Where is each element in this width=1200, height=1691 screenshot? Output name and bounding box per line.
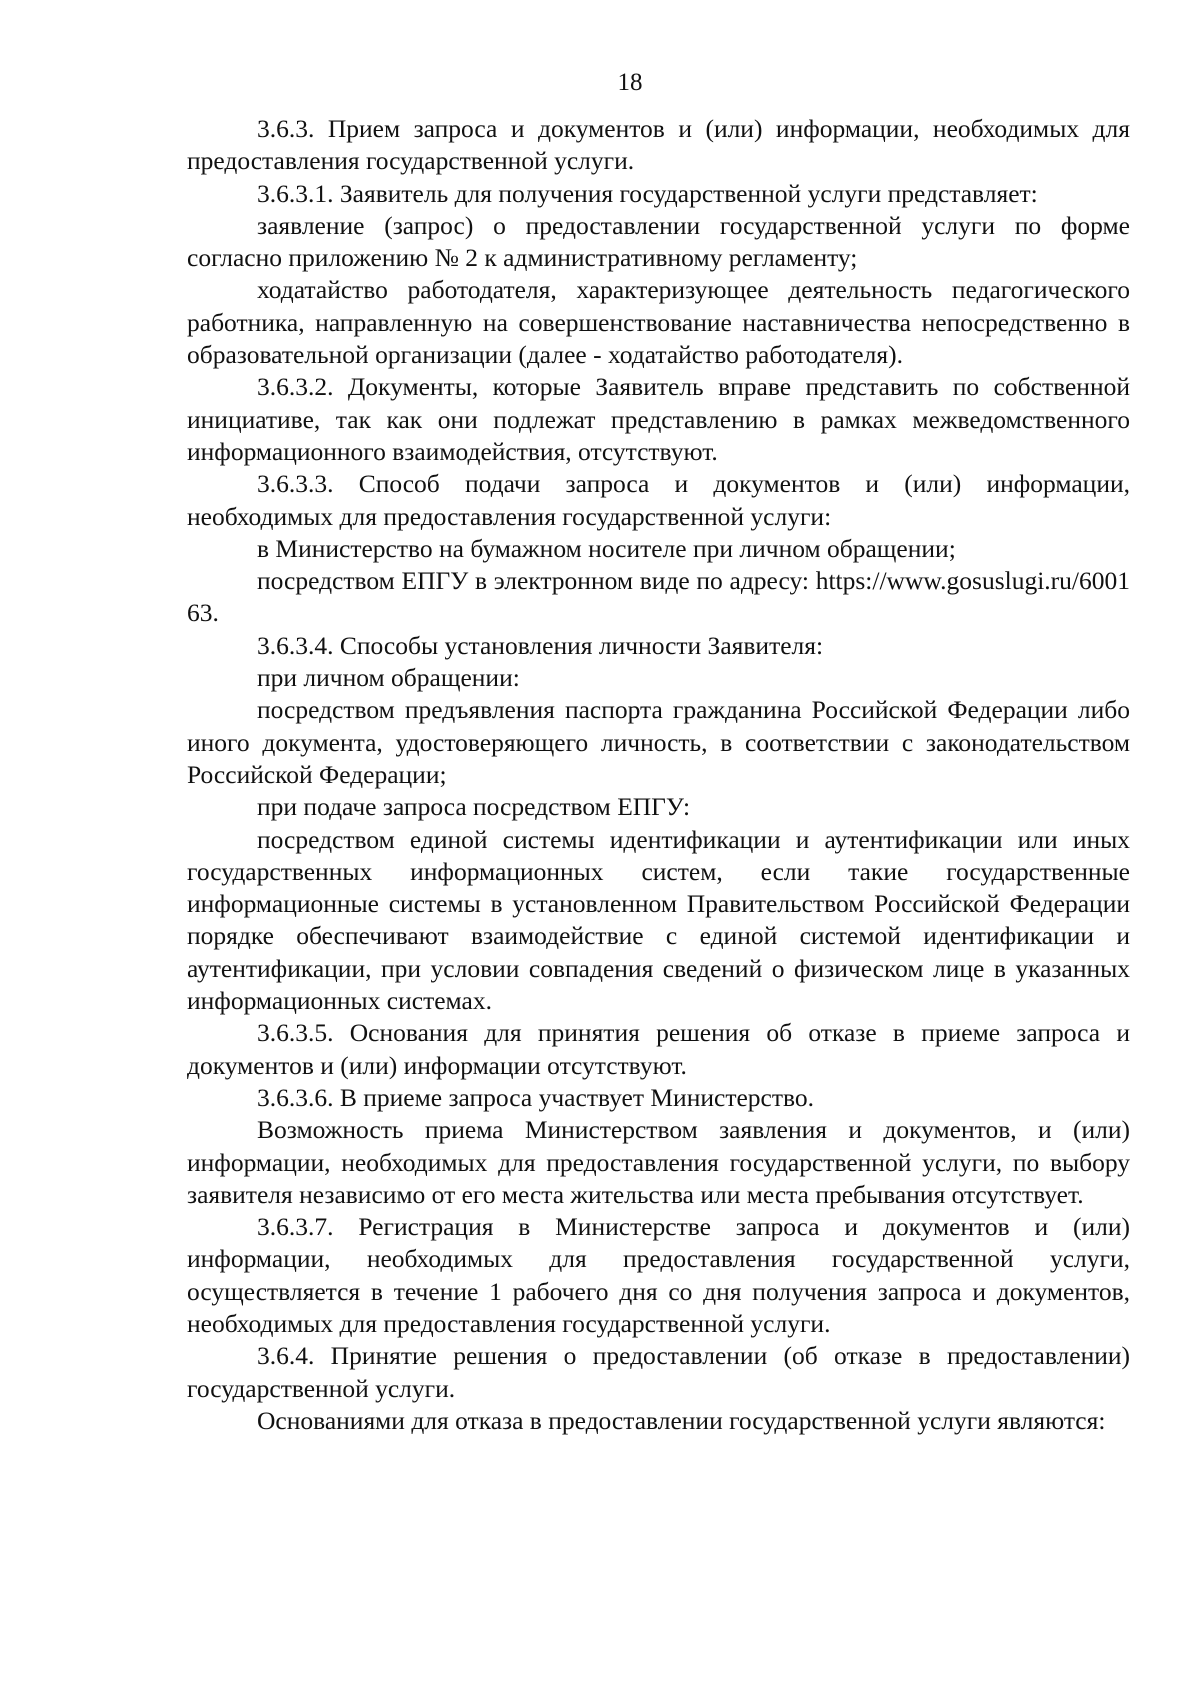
list-item-esia: посредством единой системы идентификации и аутентификации или иных государственных информационных систем, если такие государственные информационные системы в установленном Правительством Российской Федерации порядке обеспечивают взаимодействие с единой системой идентификации и аутентификации, при условии совпадения сведений о физическом лице в указанных информационных системах.: [187, 824, 1130, 1016]
paragraph-3-6-3-4: 3.6.3.4. Способы установления личности Заявителя:: [257, 630, 824, 660]
document-body: [187, 113, 1130, 1437]
list-item-epgu-request: при подаче запроса посредством ЕПГУ:: [257, 792, 691, 822]
list-item-employer-petition: ходатайство работодателя, характеризующее деятельность педагогического работника, направленную на совершенствование наставничества непосредственно в образовательной организации (далее - ходатайство работодателя).: [187, 275, 1130, 370]
page-number: 18: [617, 69, 643, 96]
paragraph-refusal-grounds: Основаниями для отказа в предоставлении государственной услуги являются:: [257, 1405, 1106, 1435]
list-item-passport: посредством предъявления паспорта гражданина Российской Федерации либо иного документа, удостоверяющего личность, в соответствии с законодательством Российской Федерации;: [187, 695, 1130, 789]
list-item-personal-visit: при личном обращении:: [257, 663, 520, 693]
paragraph-3-6-3-1: 3.6.3.1. Заявитель для получения государственной услуги представляет:: [257, 178, 1038, 208]
list-item-application: заявление (запрос) о предоставлении государственной услуги по форме согласно приложению № 2 к административному регламенту;: [187, 210, 1130, 273]
list-item-epgu-submission: посредством ЕПГУ в электронном виде по адресу: https://www.gosuslugi.ru/600163.: [187, 566, 1130, 628]
paragraph-3-6-4: 3.6.4. Принятие решения о предоставлении (об отказе в предоставлении) государственной услуги.: [187, 1341, 1130, 1403]
paragraph-3-6-3-6: 3.6.3.6. В приеме запроса участвует Министерство.: [257, 1082, 814, 1112]
paragraph-3-6-3-7: 3.6.3.7. Регистрация в Министерстве запроса и документов и (или) информации, необходимых для предоставления государственной услуги, осуществляется в течение 1 рабочего дня со дня получения запроса и документов, необходимых для предоставления государственной услуги.: [187, 1212, 1130, 1338]
paragraph-3-6-3-2: 3.6.3.2. Документы, которые Заявитель вправе представить по собственной инициативе, так как они подлежат представлению в рамках межведомственного информационного взаимодействия, отсутствуют.: [187, 372, 1130, 466]
paragraph-3-6-3: 3.6.3. Прием запроса и документов и (или) информации, необходимых для предоставления государственной услуги.: [187, 114, 1130, 176]
paragraph-3-6-3-5: 3.6.3.5. Основания для принятия решения об отказе в приеме запроса и документов и (или) информации отсутствуют.: [187, 1018, 1130, 1080]
paragraph-extraterritorial: Возможность приема Министерством заявления и документов, и (или) информации, необходимых для предоставления государственной услуги, по выбору заявителя независимо от его места жительства или места пребывания отсутствует.: [187, 1115, 1130, 1209]
list-item-paper-submission: в Министерство на бумажном носителе при личном обращении;: [257, 533, 956, 563]
paragraph-3-6-3-3: 3.6.3.3. Способ подачи запроса и документов и (или) информации, необходимых для предоставления государственной услуги:: [187, 469, 1130, 531]
